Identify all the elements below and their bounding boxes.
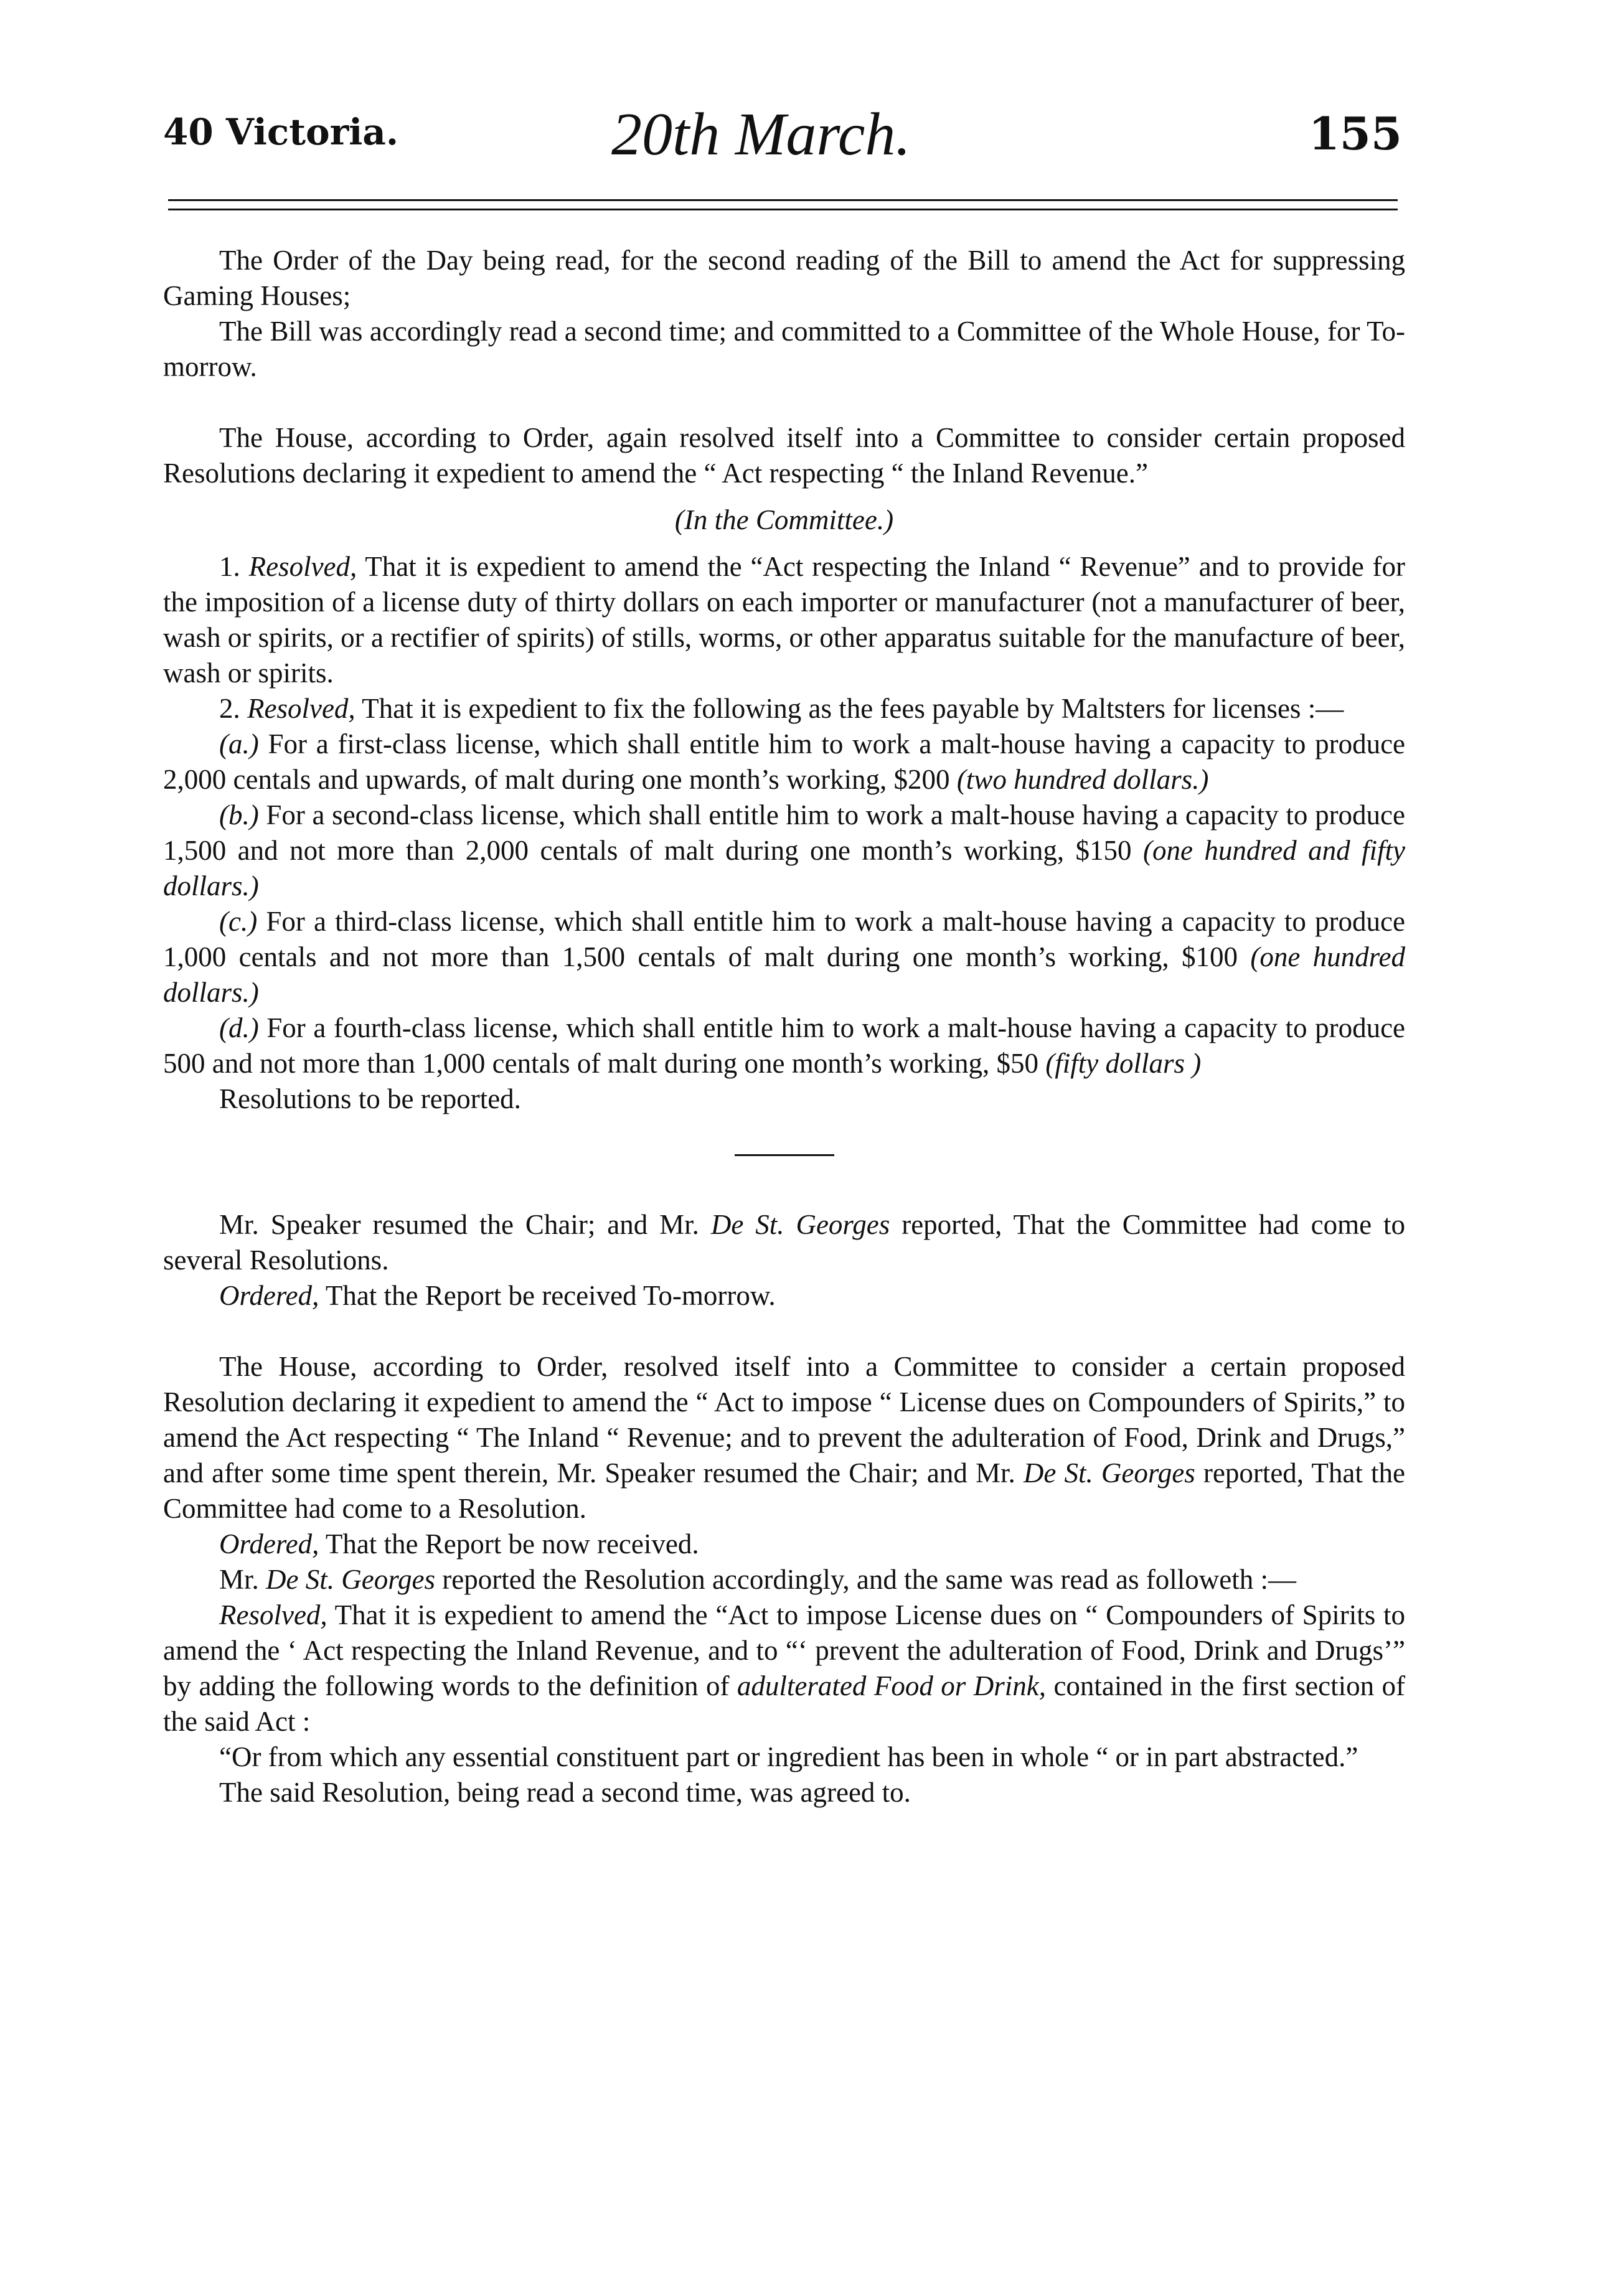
class-c-label: (c.) bbox=[219, 906, 258, 937]
resolution-reported-text: reported the Resolution accordingly, and the same was read as followeth :— bbox=[442, 1564, 1296, 1595]
member-name-3: De St. Georges bbox=[266, 1564, 436, 1595]
resolution-2-resolved: Resolved, bbox=[247, 693, 355, 724]
class-d-text: For a fourth-class license, which shall entitle him to work a malt-house having a capacity to produce 500 and not more than 1,000 centals of malt during one month’s working, $50 bbox=[163, 1012, 1406, 1079]
class-c-words: (one hundred dollars.) bbox=[163, 941, 1405, 1008]
report-received bbox=[163, 1527, 1405, 1562]
ordered-word: Ordered, bbox=[219, 1280, 319, 1311]
resolved-word: Resolved, bbox=[219, 1599, 327, 1630]
resolution-reported bbox=[163, 1562, 1405, 1597]
final-resolution bbox=[163, 1597, 1405, 1739]
license-dues-text: The House, according to Order, resolved itself into a Committee to consider a certain proposed Resolution declaring it expedient to amend the “ Act to impose “ License dues on Compounders of Spirits,” to amend the Act respecting “ The Inland “ Revenue; and to prevent the adulteration of Food, Drink and Drugs,” and after some time spent therein, Mr. Speaker resumed the Chair; and Mr. bbox=[163, 1351, 1405, 1489]
resolution-agreed: The said Resolution, being read a second time, was agreed to. bbox=[219, 1777, 911, 1808]
report-ordered bbox=[163, 1278, 1405, 1314]
resolution-2-number: 2. bbox=[219, 693, 240, 724]
ordered-word-2: Ordered, bbox=[219, 1528, 319, 1560]
resolutions-reported: Resolutions to be reported. bbox=[219, 1083, 521, 1114]
journal-body bbox=[163, 243, 1405, 1810]
regnal-year: 40 Victoria. bbox=[163, 111, 399, 153]
member-name: De St. Georges bbox=[710, 1209, 890, 1240]
speaker-resumed-text: Mr. Speaker resumed the Chair; and Mr. bbox=[219, 1209, 699, 1240]
license-class-b bbox=[163, 797, 1405, 904]
class-b-label: (b.) bbox=[219, 799, 259, 830]
definition-term: adulterated Food or Drink, bbox=[737, 1670, 1046, 1701]
header-rule bbox=[168, 199, 1398, 210]
speaker-resumed-text-2: reported, That the Committee had come to several Resolutions. bbox=[163, 1209, 1405, 1276]
speaker-resumed bbox=[163, 1207, 1405, 1278]
page-header bbox=[163, 100, 1402, 174]
final-resolution-text: That it is expedient to amend the “Act to impose License dues on “ Compounders of Spirits to amend the ‘ Act respecting the Inland Revenue, and to “‘ prevent the adulteration of Food, Drink and Drugs’” by adding the following words to the definition of bbox=[163, 1599, 1405, 1701]
resolution-2-text: That it is expedient to fix the following as the fees payable by Maltsters for licenses :— bbox=[362, 693, 1344, 724]
resolution-1 bbox=[163, 549, 1405, 691]
license-dues-text-2: reported, That the Committee had come to a Resolution. bbox=[163, 1457, 1405, 1524]
class-d-label: (d.) bbox=[219, 1012, 259, 1043]
class-a-words: (two hundred dollars.) bbox=[956, 764, 1209, 795]
mr-title: Mr. bbox=[219, 1564, 259, 1595]
class-a-text: For a first-class license, which shall entitle him to work a malt-house having a capacity to produce 2,000 centals and upwards, of malt during one month’s working, $200 bbox=[163, 728, 1406, 795]
gaming-bill-order: The Order of the Day being read, for the second reading of the Bill to amend the Act for suppressing Gaming Houses; bbox=[163, 245, 1405, 311]
license-class-c bbox=[163, 904, 1405, 1010]
class-c-text: For a third-class license, which shall entitle him to work a malt-house having a capacity to produce 1,000 centals and not more than 1,500 centals of malt during one month’s working, $100 bbox=[163, 906, 1405, 972]
gaming-bill-second-reading: The Bill was accordingly read a second time; and committed to a Committee of the Whole House, for To-morrow. bbox=[163, 316, 1405, 382]
final-resolution-tail: contained in the first section of the said Act : bbox=[163, 1670, 1406, 1737]
resolution-1-number: 1. bbox=[219, 551, 240, 582]
resolution-1-text: That it is expedient to amend the “Act respecting the Inland “ Revenue” and to provide for the imposition of a license duty of thirty dollars on each importer or manufacturer (not a manufacturer of beer, wash or spirits, or a rectifier of spirits) of stills, worms, or other apparatus suitable for the manufacture of beer, wash or spirits. bbox=[163, 551, 1406, 689]
quoted-words: “Or from which any essential constituent part or ingredient has been in whole “ or in part abstracted.” bbox=[219, 1741, 1358, 1772]
class-b-words: (one hundred and fifty dollars.) bbox=[163, 835, 1406, 901]
section-separator bbox=[735, 1154, 834, 1156]
page-date: 20th March. bbox=[611, 101, 911, 168]
ordered-text: That the Report be received To-morrow. bbox=[325, 1280, 776, 1311]
class-a-label: (a.) bbox=[219, 728, 259, 760]
license-dues-committee bbox=[163, 1349, 1405, 1527]
license-class-a bbox=[163, 727, 1405, 797]
resolution-2 bbox=[163, 691, 1405, 727]
class-d-words: (fifty dollars ) bbox=[1045, 1048, 1202, 1079]
license-class-d bbox=[163, 1010, 1405, 1081]
class-b-text: For a second-class license, which shall entitle him to work a malt-house having a capacity to produce 1,500 and not more than 2,000 centals of malt during one month’s working, $150 bbox=[163, 799, 1406, 866]
ordered-text-2: That the Report be now received. bbox=[325, 1528, 699, 1560]
in-committee-heading: (In the Committee.) bbox=[674, 504, 894, 535]
inland-revenue-committee: The House, according to Order, again resolved itself into a Committee to consider certain proposed Resolutions declaring it expedient to amend the “ Act respecting “ the Inland Revenue.” bbox=[163, 422, 1405, 489]
resolution-1-resolved: Resolved, bbox=[248, 551, 357, 582]
page-number: 155 bbox=[1308, 107, 1402, 160]
member-name-2: De St. Georges bbox=[1023, 1457, 1195, 1489]
